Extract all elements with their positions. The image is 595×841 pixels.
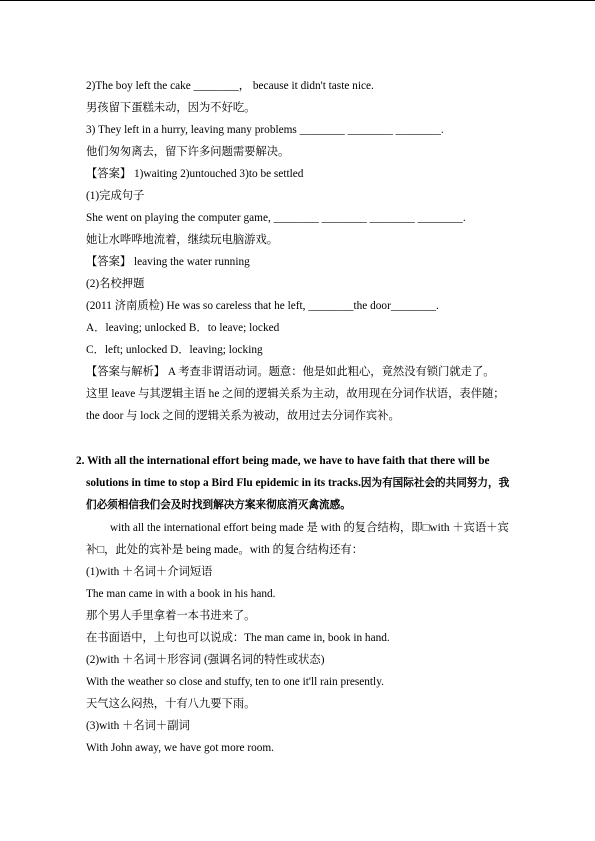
structure-3-heading: (3)with ＋名词＋副词 (86, 720, 190, 732)
structure-1-translation: 那个男人手里拿着一本书进来了。 (86, 610, 256, 622)
item-2-heading-line-2 (86, 476, 509, 490)
example-2-english: 2)The boy left the cake ________， because it didn't taste nice. (86, 80, 374, 92)
options-c-d: C．left; unlocked D．leaving; locking (86, 344, 263, 356)
exercise-chinese: 她让水哗哗地流着，继续玩电脑游戏。 (86, 234, 279, 246)
structure-1-example: The man came in with a book in his hand. (86, 588, 276, 600)
structure-1-heading: (1)with ＋名词＋介词短语 (86, 566, 213, 578)
structure-2-heading: (2)with ＋名词＋形容词 (强调名词的特性或状态) (86, 654, 325, 666)
item-2-english-end: solutions in time to stop a Bird Flu epidemic in its tracks. (86, 477, 361, 489)
structure-2-example: With the weather so close and stuffy, ten to one it'll rain presently. (86, 676, 384, 688)
subheading-school-question: (2)名校押题 (86, 278, 145, 290)
example-3-chinese: 他们匆匆离去，留下许多问题需要解决。 (86, 146, 290, 158)
answer-line-1: 【答案】 1)waiting 2)untouched 3)to be settled (86, 168, 304, 180)
exercise-english: She went on playing the computer game, ________ ________ ________ ________. (86, 212, 466, 224)
structure-3-example: With John away, we have got more room. (86, 742, 274, 754)
subheading-complete-sentence: (1)完成句子 (86, 190, 145, 202)
example-3-english: 3) They left in a hurry, leaving many problems ________ ________ ________. (86, 124, 444, 136)
example-2-chinese: 男孩留下蛋糕未动，因为不好吃。 (86, 102, 256, 114)
item-2-heading-line-1: 2. With all the international effort being made, we have to have faith that there will be (76, 455, 490, 467)
item-2-heading-line-3: 们必须相信我们会及时找到解决方案来彻底消灭禽流感。 (86, 499, 351, 511)
options-a-b: A．leaving; unlocked B．to leave; locked (86, 322, 280, 334)
answer-line-2: 【答案】 leaving the water running (86, 256, 250, 268)
answer-analysis-line-1: 【答案与解析】 A 考查非谓语动词。题意：他是如此粗心，竟然没有锁门就走了。 (86, 366, 495, 378)
question-stem: (2011 济南质检) He was so careless that he left, ________the door________. (86, 300, 439, 312)
explanation-line-2: 补□，此处的宾补是 being made。with 的复合结构还有： (86, 544, 363, 556)
answer-analysis-line-2: 这里 leave 与其逻辑主语 he 之间的逻辑关系为主动，故用现在分词作状语，表伴随； (86, 388, 505, 400)
answer-analysis-line-3: the door 与 lock 之间的逻辑关系为被动，故用过去分词作宾补。 (86, 410, 400, 422)
structure-2-translation: 天气这么闷热，十有八九要下雨。 (86, 698, 256, 710)
explanation-line-1: with all the international effort being made 是 with 的复合结构，即□with ＋宾语＋宾 (110, 522, 509, 534)
structure-1-note: 在书面语中，上句也可以说成：The man came in, book in hand. (86, 632, 390, 644)
item-2-chinese-start: 因为有国际社会的共同努力，我 (360, 477, 510, 489)
